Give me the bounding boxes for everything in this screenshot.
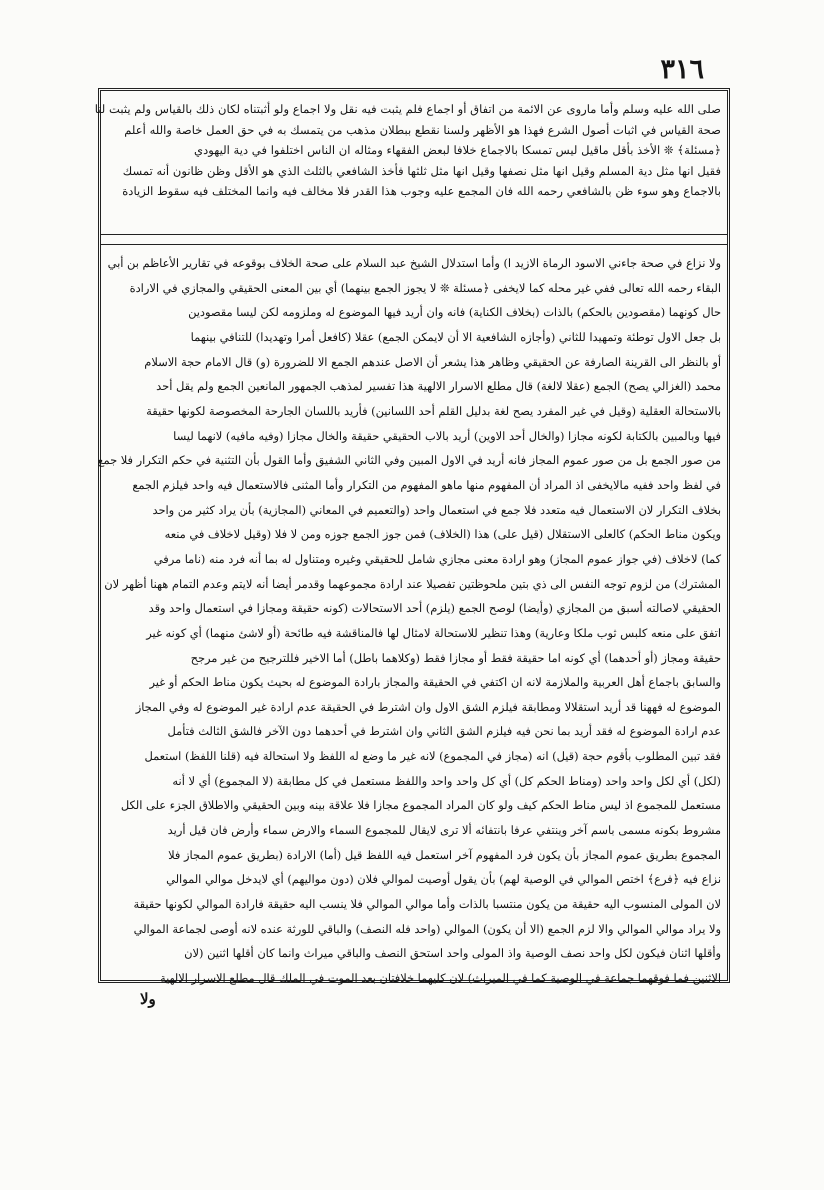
main-text-line: الحقيقي لاصالته أسبق من المجازي (وأيضا) لوصح الجمع (يلزم) أحد الاستحالات (كونه حقيقة ومجازا في استعمال واحد وقد xyxy=(148,601,721,616)
main-text-line: الاثنين فما فوقهما جماعة في الوصية كما في الميراث) لان كليهما خلافتان بعد الموت في الملك قال مطلع الاسرار الالهية xyxy=(159,971,721,986)
main-text-line: مستعمل للمجموع اذ ليس مناط الحكم كيف ولو كان المراد المجموع مجازا فلا علاقة بينه وبين الحقيقي والاطلاق الجزء على الكل xyxy=(120,798,721,813)
main-text-line: فيها وبالمبين بالكتابة لكونه مجازا (والخال أحد الاوين) أريد بالاب الحقيقي حقيقة والخال مجازا (وفيه مافيه) لانهما ليسا xyxy=(173,428,721,443)
main-text-line: وأقلها اثنان فيكون لكل واحد نصف الوصية واذ المولى واحد استحق النصف والباقي ميراث وانما كان أقلها اثنين (لان xyxy=(184,946,721,961)
margin-text-line: فقيل انها مثل دية المسلم وقيل انها مثل نصفها وقيل انها مثل ثلثها فأخذ الشافعي بالثلث الذي هو الأقل وظن ظانون أنه تمسك xyxy=(122,163,721,178)
main-text-line: فقد تبين المطلوب بأقوم حجة (قيل) انه (مجاز في المجموع) لانه غير ما وضع له اللفظ ولا استحالة فيه (قلنا اللفظ) استعمل xyxy=(144,749,721,764)
margin-text-line: بالاجماع وهو سوء ظن بالشافعي رحمه الله فان المجمع عليه وجوب هذا القدر فلا مخالف فيه وانما المختلف فيه سقوط الزيادة xyxy=(122,184,721,199)
main-text-line: لان المولى المنسوب اليه حقيقة من يكون منتسبا بالذات وأما موالي الموالي فلا ينسب اليه حقيقة فارادة الموالي لكونها حقيقة xyxy=(133,897,721,912)
main-text-line: محمد (الغزالي يصح) الجمع (عقلا لالغة) قال مطلع الاسرار الالهية هذا تفسير لمذهب الجمهور المانعين الجمع ولم يقل أحد xyxy=(156,379,721,394)
margin-text-line: صلى الله عليه وسلم وأما ماروى عن الائمة من اتفاق أو اجماع فلم يثبت فيه نقل ولا اجماع ولو أثبتناه لكان ذلك بالقياس ولم يثبت لنا xyxy=(94,102,721,116)
main-text-line: حقيقة ومجاز (أو أحدهما) أي كونه اما حقيقة فقط أو مجازا فقط (وكلاهما باطل) أما الاخير فللترجيح من غير مرجح xyxy=(190,650,721,665)
main-text-line: أو بالنظر الى القرينة الصارفة عن الحقيقي وظاهر هذا يشعر أن الاصل عندهم الجمع الا للضرورة (و) قال الامام حجة الاسلام xyxy=(144,354,721,369)
main-text-line: البقاء رحمه الله تعالى ففي غير محله كما لايخفى ﴿مسئلة ❊ لا يجوز الجمع بينهما) أي بين المعنى الحقيقي والمجازي في الارادة xyxy=(129,280,721,295)
main-text-line: كما) لاخلاف (في جواز عموم المجاز) وهو ارادة معنى مجازي شامل للحقيقي وغيره ومتناول له بما أنه فرد منه (ناما مرفي xyxy=(153,551,721,566)
main-text-line: عدم ارادة الموضوع له فقد أريد بما نحن فيه فيلزم الشق الثاني وان اشترط في أحدهما دون الآخر فالشق الثالث فتأمل xyxy=(167,724,721,739)
main-text-line: نزاع فيه ﴿فرع﴾ اختص الموالي في الوصية لهم) بأن يقول أوصيت لموالي فلان (دون مواليهم) أي لايدخل موالي الموالي xyxy=(166,872,721,887)
margin-text-line: صحة القياس في اثبات أصول الشرع فهذا هو الأظهر ولسنا نقطع ببطلان مذهب من يتمسك به في حق العمل خاصة والله أعلم xyxy=(124,122,721,137)
main-text-line: والسابق باجماع أهل العربية والملازمة لانه ان اكتفي في الحقيقة والمجاز بارادة الموضوع له بحيث يكون مناط الحكم أو غير xyxy=(149,675,721,690)
main-text-line: مشروط بكونه مسمى باسم آخر وينتفي عرفا بانتفائه ألا ترى لايقال للمجموع السماء والارض سماء وأرض فان قيل أريد xyxy=(167,823,721,838)
margin-commentary xyxy=(94,99,721,229)
page-number: ٣١٦ xyxy=(660,54,704,85)
margin-text-line: ﴿مسئلة﴾ ❊ الأخذ بأقل ماقيل ليس تمسكا بالاجماع خلافا لبعض الفقهاء ومثاله ان الناس اختلفوا في دية اليهودي xyxy=(194,143,721,158)
page-frame xyxy=(94,88,730,986)
section-divider xyxy=(101,234,727,245)
main-text-line: ويكون مناط الحكم) كالعلى الاستقلال (قيل على) هذا (الخلاف) فمن جوز الجمع جوزه ومن لا فلا (وقيل لاخلاف في منعه xyxy=(164,527,721,542)
main-text-line: (لكل) أي لكل واحد واحد (ومناط الحكم كل) أي كل واحد واحد واللفظ مستعمل في كل مطابقة (لا المجموع) أي لا أنه xyxy=(172,773,721,788)
main-text xyxy=(97,251,721,986)
main-text-line: المشترك) من لزوم توجه النفس الى ذي بتين ملحوظتين تفصيلا عند ارادة مجموعهما وقدمر أيضا أنه لايتم وعدم التمام ههنا أظهر لان xyxy=(104,576,721,591)
main-text-line: ولا يراد موالي الموالي والا لزم الجمع (الا أن يكون) الموالي (واحد فله النصف) والباقي للورثة عنده لانه أوصى لجماعة الموالي xyxy=(133,921,721,936)
main-text-line: بالاستحالة العقلية (وقيل في غير المفرد يصح لغة بدليل القلم أحد اللسانين) فأريد باللسان الجارحة المخصوصة لكونها حقيقة xyxy=(146,403,721,418)
main-text-line: ولا نزاع في صحة جاءني الاسود الرماة الازيد ا) وأما استدلال الشيخ عبد السلام على صحة الخلاف بوقوعه في تقارير الأعاظم بن أبي xyxy=(107,256,721,270)
catchword: ولا xyxy=(140,990,156,1008)
main-text-line: المجموع بطريق عموم المجاز بأن يكون فرد المفهوم آخر استعمل فيه اللفظ قيل (أما) الارادة (بطريق عموم المجاز فلا xyxy=(168,847,721,862)
main-text-line: اتفق على منعه كلبس ثوب ملكا وعارية) وهذا تنظير للاستحالة لامثال لها فالمناقشة فيه طائحة (أو لاشئ منهما) أي كونه غير xyxy=(146,625,721,640)
main-text-line: حال كونهما (مقصودين بالحكم) بالذات (بخلاف الكناية) فانه وان أريد فيها الموضوع له وملزومه لكن ليسا مقصودين xyxy=(188,305,721,320)
main-text-line: في لفظ واحد ففيه مالايخفى اذ المراد أن المفهوم منها ماهو المفهوم من التكرار وأما المثنى فالاستعمال فيه واحد فيلزم الجمع xyxy=(132,477,721,492)
main-text-line: بل جعل الاول توطئة وتمهيدا للثاني (وأجازه الشافعية الا أن لايمكن الجمع) عقلا (كافعل أمرا وتهديدا) للتنافي بينهما xyxy=(190,329,721,344)
main-text-line: من صور الجمع بل من صور عموم المجاز فانه أريد في الاول المبين وفي الثاني الشفيق وأما القول بأن التثنية في حكم التكرار فلا جمع xyxy=(97,453,721,468)
main-text-line: الموضوع له فههنا قد أريد استقلالا ومطابقة فيلزم الشق الاول وان اشترط في الحقيقة عدم ارادة غير الموضوع له وفي المجاز xyxy=(135,699,721,714)
main-text-line: بخلاف التكرار لان الاستعمال فيه متعدد فلا جمع في استعمال واحد (والتعميم في المعاني (المجازية) بأن يراد كثير من واحد xyxy=(152,502,721,517)
